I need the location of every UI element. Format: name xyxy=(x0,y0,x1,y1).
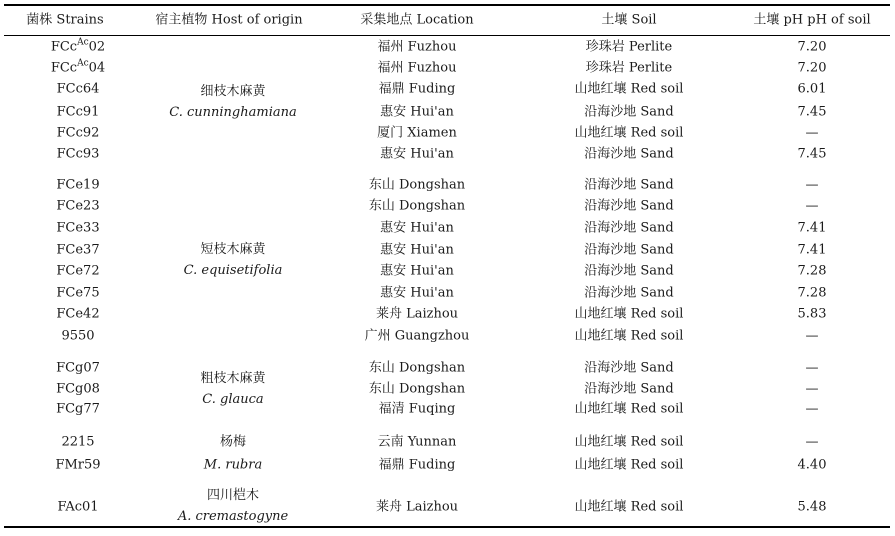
location-cell: 惠安 Hui'an xyxy=(380,242,454,258)
ph-cell: 5.48 xyxy=(797,499,827,515)
ph-cell: 7.28 xyxy=(797,263,827,279)
location-cell: 福鼎 Fuding xyxy=(378,457,456,473)
strain-cell: FCc92 xyxy=(56,125,100,141)
strain-cell: FCe72 xyxy=(56,263,100,279)
location-cell: 福清 Fuqing xyxy=(378,401,456,417)
soil-cell: 沿海沙地 Sand xyxy=(584,104,674,120)
header-strain: 菌株 Strains xyxy=(26,12,104,28)
location-cell: 莱舟 Laizhou xyxy=(375,499,459,515)
header-ph: 土壤 pH pH of soil xyxy=(753,12,871,28)
strain-cell: FCe75 xyxy=(56,285,100,301)
strain-cell: FCe19 xyxy=(56,177,100,193)
table-bottom-rule xyxy=(4,526,890,528)
soil-cell: 珍珠岩 Perlite xyxy=(585,39,673,55)
strain-cell: FCg08 xyxy=(56,381,100,397)
host-equisetifolia xyxy=(184,239,283,281)
soil-cell: 沿海沙地 Sand xyxy=(584,381,674,397)
location-cell: 厦门 Xiamen xyxy=(377,125,457,141)
header-location: 采集地点 Location xyxy=(360,12,474,28)
soil-cell: 沿海沙地 Sand xyxy=(584,220,674,236)
host-name-latin: C. equisetifolia xyxy=(183,263,283,278)
ph-cell: 7.20 xyxy=(797,60,827,76)
ph-cell: 7.20 xyxy=(797,39,827,55)
header-soil: 土壤 Soil xyxy=(601,12,657,28)
strain-cell: FCc$^{Ac}$04 xyxy=(50,58,106,76)
ph-cell: 4.40 xyxy=(797,457,827,473)
host-name-latin: C. glauca xyxy=(202,392,264,407)
header-host: 宿主植物 Host of origin xyxy=(155,12,303,28)
header-rule xyxy=(4,35,890,36)
host-name-cn: 四川桤木 xyxy=(206,488,259,503)
ph-cell: — xyxy=(805,401,819,417)
ph-cell: 7.45 xyxy=(797,146,827,162)
soil-cell: 山地红壤 Red soil xyxy=(574,306,684,322)
host-name-cn: 粗枝木麻黄 xyxy=(200,371,266,386)
host-name-latin: A. cremastogyne xyxy=(177,509,289,524)
strain-cell: FCg07 xyxy=(56,360,100,376)
location-cell: 惠安 Hui'an xyxy=(380,146,454,162)
ph-cell: 7.41 xyxy=(797,242,827,258)
strain-cell: FCe37 xyxy=(56,242,100,258)
strain-cell: 9550 xyxy=(61,328,95,344)
soil-cell: 沿海沙地 Sand xyxy=(584,263,674,279)
soil-cell: 山地红壤 Red soil xyxy=(574,499,684,515)
ph-cell: 7.45 xyxy=(797,104,827,120)
soil-cell: 沿海沙地 Sand xyxy=(584,146,674,162)
strain-cell: FCe42 xyxy=(56,306,100,322)
table-top-rule xyxy=(4,4,890,6)
host-myrica-cn: 杨梅 xyxy=(219,434,247,450)
host-name-cn: 短枝木麻黄 xyxy=(200,242,266,257)
ph-cell: 7.41 xyxy=(797,220,827,236)
strain-cell: FCc64 xyxy=(56,81,100,97)
location-cell: 惠安 Hui'an xyxy=(380,285,454,301)
strain-cell: FCc91 xyxy=(56,104,100,120)
location-cell: 福州 Fuzhou xyxy=(377,60,457,76)
soil-cell: 沿海沙地 Sand xyxy=(584,198,674,214)
soil-cell: 沿海沙地 Sand xyxy=(584,242,674,258)
host-myrica-latin: M. rubra xyxy=(203,457,263,473)
ph-cell: — xyxy=(805,125,819,141)
location-cell: 福鼎 Fuding xyxy=(378,81,456,97)
soil-cell: 山地红壤 Red soil xyxy=(574,434,684,450)
location-cell: 莱舟 Laizhou xyxy=(375,306,459,322)
strain-cell: FCe33 xyxy=(56,220,100,236)
host-name-cn: 细枝木麻黄 xyxy=(200,84,266,99)
strain-cell: FCe23 xyxy=(56,198,100,214)
soil-cell: 沿海沙地 Sand xyxy=(584,285,674,301)
location-cell: 广州 Guangzhou xyxy=(364,328,470,344)
location-cell: 云南 Yunnan xyxy=(377,434,457,450)
ph-cell: 7.28 xyxy=(797,285,827,301)
ph-cell: — xyxy=(805,198,819,214)
ph-cell: — xyxy=(805,381,819,397)
location-cell: 东山 Dongshan xyxy=(368,177,466,193)
soil-cell: 山地红壤 Red soil xyxy=(574,401,684,417)
strain-cell: FCc$^{Ac}$02 xyxy=(50,37,106,55)
soil-cell: 山地红壤 Red soil xyxy=(574,125,684,141)
strain-cell: 2215 xyxy=(61,434,95,450)
soil-cell: 山地红壤 Red soil xyxy=(574,81,684,97)
strain-cell: FMr59 xyxy=(55,457,101,473)
ph-cell: — xyxy=(805,177,819,193)
ph-cell: 6.01 xyxy=(797,81,827,97)
host-cunninghamiana xyxy=(169,81,296,123)
location-cell: 东山 Dongshan xyxy=(368,198,466,214)
soil-cell: 珍珠岩 Perlite xyxy=(585,60,673,76)
host-name-latin: C. cunninghamiana xyxy=(169,105,297,120)
ph-cell: 5.83 xyxy=(797,306,827,322)
host-glauca xyxy=(200,368,265,410)
location-cell: 惠安 Hui'an xyxy=(380,220,454,236)
strain-cell: FCc93 xyxy=(56,146,100,162)
location-cell: 东山 Dongshan xyxy=(368,360,466,376)
ph-cell: — xyxy=(805,434,819,450)
soil-cell: 沿海沙地 Sand xyxy=(584,177,674,193)
strain-cell: FCg77 xyxy=(56,401,100,417)
ph-cell: — xyxy=(805,360,819,376)
location-cell: 福州 Fuzhou xyxy=(377,39,457,55)
strain-cell: FAc01 xyxy=(57,499,99,515)
location-cell: 惠安 Hui'an xyxy=(380,104,454,120)
ph-cell: — xyxy=(805,328,819,344)
host-cremastogyne xyxy=(178,485,288,527)
location-cell: 东山 Dongshan xyxy=(368,381,466,397)
location-cell: 惠安 Hui'an xyxy=(380,263,454,279)
soil-cell: 山地红壤 Red soil xyxy=(574,457,684,473)
soil-cell: 山地红壤 Red soil xyxy=(574,328,684,344)
soil-cell: 沿海沙地 Sand xyxy=(584,360,674,376)
